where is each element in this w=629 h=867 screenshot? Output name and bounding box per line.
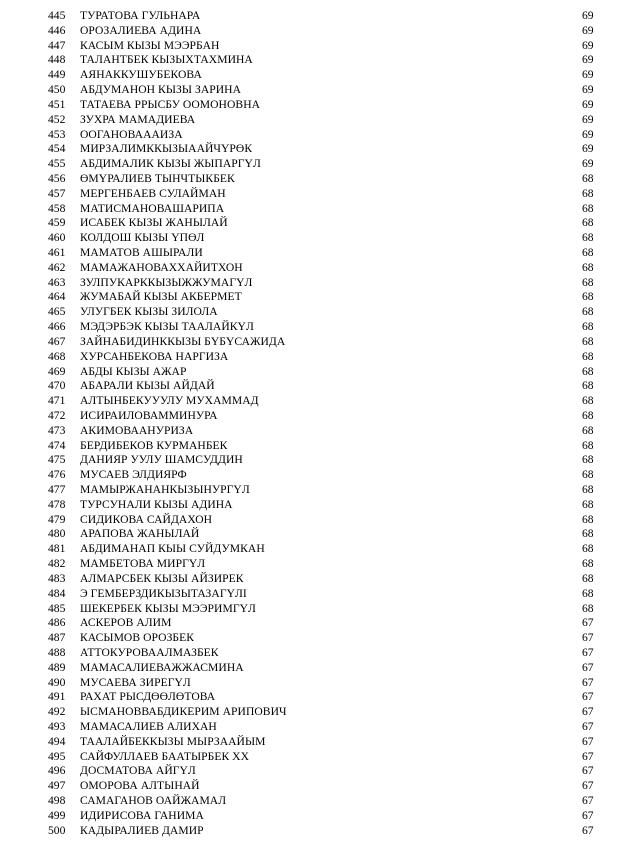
full-name: МАМАСАЛИЕВАЖЖАСМИНА (80, 660, 244, 674)
full-name: ЗУЛПУКАРККЫЗЫЖЖУМАГҮЛ (80, 275, 253, 289)
list-item (0, 365, 629, 380)
list-item (0, 128, 629, 143)
score: 69 (582, 127, 594, 141)
list-item (0, 409, 629, 424)
list-item (0, 290, 629, 305)
row-number: 449 (48, 68, 66, 82)
score: 68 (582, 260, 594, 274)
full-name: АЛТЫНБЕКУУУЛУ МУХАММАД (80, 394, 259, 408)
row-number: 473 (48, 423, 66, 437)
score: 69 (582, 112, 594, 126)
list-item (0, 809, 629, 824)
row-number: 448 (48, 53, 66, 67)
row-number: 447 (48, 38, 66, 52)
row-number: 465 (48, 305, 66, 319)
score: 68 (582, 394, 594, 408)
score: 67 (582, 690, 594, 704)
row-number: 455 (48, 157, 66, 171)
score: 68 (582, 201, 594, 215)
full-name: ӨМҮРАЛИЕВ ТЫНЧТЫКБЕК (80, 171, 235, 185)
score: 68 (582, 408, 594, 422)
full-name: МАТИСМАНОВАШАРИПА (80, 201, 225, 215)
score: 68 (582, 601, 594, 615)
full-name: ООГАНОВАААИЗА (80, 127, 183, 141)
full-name: АЛМАРСБЕК КЫЗЫ АЙЗИРЕК (80, 571, 244, 585)
list-item (0, 98, 629, 113)
score: 69 (582, 68, 594, 82)
list-item (0, 483, 629, 498)
row-number: 462 (48, 260, 66, 274)
score: 68 (582, 186, 594, 200)
row-number: 452 (48, 112, 66, 126)
row-number: 496 (48, 764, 66, 778)
row-number: 495 (48, 749, 66, 763)
row-number: 470 (48, 379, 66, 393)
list-item (0, 602, 629, 617)
list-item (0, 68, 629, 83)
ranking-list (0, 9, 629, 839)
score: 67 (582, 675, 594, 689)
row-number: 453 (48, 127, 66, 141)
list-item (0, 305, 629, 320)
score: 68 (582, 586, 594, 600)
score: 69 (582, 23, 594, 37)
row-number: 482 (48, 557, 66, 571)
score: 67 (582, 749, 594, 763)
full-name: ТУРСУНАЛИ КЫЗЫ АДИНА (80, 497, 233, 511)
score: 68 (582, 216, 594, 230)
row-number: 466 (48, 320, 66, 334)
list-item (0, 557, 629, 572)
row-number: 476 (48, 468, 66, 482)
row-number: 450 (48, 83, 66, 97)
row-number: 486 (48, 616, 66, 630)
list-item (0, 261, 629, 276)
list-item (0, 142, 629, 157)
full-name: АБДЫ КЫЗЫ АЖАР (80, 364, 187, 378)
list-item (0, 350, 629, 365)
full-name: АБДИМАЛИК КЫЗЫ ЖЫПАРГҮЛ (80, 157, 261, 171)
score: 68 (582, 231, 594, 245)
score: 67 (582, 705, 594, 719)
list-item (0, 631, 629, 646)
row-number: 469 (48, 364, 66, 378)
full-name: УЛУГБЕК КЫЗЫ ЗИЛОЛА (80, 305, 218, 319)
score: 68 (582, 453, 594, 467)
list-item (0, 439, 629, 454)
full-name: МУСАЕВ ЭЛДИЯРФ (80, 468, 187, 482)
full-name: АБДИМАНАП КЫЫ СУЙДУМКАН (80, 542, 265, 556)
list-item (0, 394, 629, 409)
list-item (0, 705, 629, 720)
row-number: 490 (48, 675, 66, 689)
full-name: ОМОРОВА АЛТЫНАЙ (80, 779, 200, 793)
row-number: 454 (48, 142, 66, 156)
score: 68 (582, 349, 594, 363)
row-number: 500 (48, 823, 66, 837)
full-name: МАМЫРЖАНАНКЫЗЫНУРГҮЛ (80, 483, 250, 496)
score: 68 (582, 246, 594, 259)
score: 69 (582, 157, 594, 171)
full-name: ИСИРАИЛОВАММИНУРА (80, 408, 218, 422)
row-number: 471 (48, 394, 66, 408)
row-number: 494 (48, 734, 66, 748)
full-name: АСКЕРОВ АЛИМ (80, 616, 172, 630)
list-item (0, 661, 629, 676)
score: 68 (582, 275, 594, 289)
row-number: 491 (48, 690, 66, 704)
row-number: 488 (48, 645, 66, 659)
list-item (0, 216, 629, 231)
list-item (0, 690, 629, 705)
row-number: 492 (48, 705, 66, 719)
row-number: 489 (48, 660, 66, 674)
row-number: 459 (48, 216, 66, 230)
full-name: ТАЛАНТБЕК КЫЗЫХТАХМИНА (80, 53, 253, 67)
list-item (0, 824, 629, 839)
row-number: 467 (48, 334, 66, 348)
list-item (0, 542, 629, 557)
row-number: 479 (48, 512, 66, 526)
score: 67 (582, 764, 594, 778)
full-name: АКИМОВААНУРИЗА (80, 423, 194, 437)
row-number: 487 (48, 631, 66, 645)
list-item (0, 453, 629, 468)
list-item (0, 616, 629, 631)
score: 68 (582, 512, 594, 526)
list-item (0, 764, 629, 779)
list-item (0, 527, 629, 542)
full-name: КАДЫРАЛИЕВ ДАМИР (80, 823, 204, 837)
list-item (0, 231, 629, 246)
list-item (0, 9, 629, 24)
score: 67 (582, 645, 594, 659)
row-number: 474 (48, 438, 66, 452)
row-number: 485 (48, 601, 66, 615)
row-number: 456 (48, 171, 66, 185)
list-item (0, 53, 629, 68)
row-number: 497 (48, 779, 66, 793)
score: 67 (582, 660, 594, 674)
full-name: ЗУХРА МАМАДИЕВА (80, 112, 196, 126)
list-item (0, 276, 629, 291)
full-name: ИСАБЕК КЫЗЫ ЖАНЫЛАЙ (80, 216, 228, 230)
score: 67 (582, 720, 594, 733)
score: 68 (582, 571, 594, 585)
list-item (0, 750, 629, 765)
score: 68 (582, 320, 594, 334)
score: 68 (582, 334, 594, 348)
row-number: 463 (48, 275, 66, 289)
full-name: ХУРСАНБЕКОВА НАРГИЗА (80, 349, 229, 363)
score: 68 (582, 305, 594, 319)
row-number: 481 (48, 542, 66, 556)
full-name: АРАПОВА ЖАНЫЛАЙ (80, 527, 200, 541)
row-number: 477 (48, 483, 66, 496)
row-number: 457 (48, 186, 66, 200)
full-name: АЯНАККУШУБЕКОВА (80, 68, 202, 82)
row-number: 468 (48, 349, 66, 363)
full-name: Э ГЕМБЕРЗДИКЫЗЫТАЗАГҮЛІ (80, 586, 247, 600)
list-item (0, 202, 629, 217)
score: 68 (582, 423, 594, 437)
score: 67 (582, 631, 594, 645)
full-name: МЕРГЕНБАЕВ СУЛАЙМАН (80, 186, 226, 200)
row-number: 472 (48, 408, 66, 422)
row-number: 480 (48, 527, 66, 541)
full-name: ДАНИЯР УУЛУ ШАМСУДДИН (80, 453, 243, 467)
list-item (0, 498, 629, 513)
list-item (0, 513, 629, 528)
full-name: ЫСМАНОВВАБДИКЕРИМ АРИПОВИЧ (80, 705, 287, 719)
list-item (0, 39, 629, 54)
list-item (0, 24, 629, 39)
full-name: МАМБЕТОВА МИРГҮЛ (80, 557, 206, 571)
row-number: 475 (48, 453, 66, 467)
full-name: ШЕКЕРБЕК КЫЗЫ МЭЭРИМГҮЛ (80, 601, 256, 615)
full-name: РАХАТ РЫСДӨӨЛӨТОВА (80, 690, 216, 704)
score: 68 (582, 438, 594, 452)
score: 68 (582, 364, 594, 378)
row-number: 451 (48, 97, 66, 111)
full-name: МАМАТОВ АШЫРАЛИ (80, 246, 203, 259)
row-number: 498 (48, 794, 66, 808)
score: 69 (582, 53, 594, 67)
full-name: МУСАЕВА ЗИРЕГҮЛ (80, 675, 191, 689)
list-item (0, 113, 629, 128)
full-name: АБАРАЛИ КЫЗЫ АЙДАЙ (80, 379, 215, 393)
score: 69 (582, 38, 594, 52)
score: 67 (582, 808, 594, 822)
score: 67 (582, 616, 594, 630)
score: 69 (582, 97, 594, 111)
full-name: ДОСМАТОВА АЙГҮЛ (80, 764, 196, 778)
full-name: ЖУМАБАЙ КЫЗЫ АКБЕРМЕТ (80, 290, 242, 304)
list-item (0, 320, 629, 335)
row-number: 483 (48, 571, 66, 585)
score: 68 (582, 171, 594, 185)
list-item (0, 646, 629, 661)
score: 68 (582, 379, 594, 393)
full-name: ТААЛАЙБЕККЫЗЫ МЫРЗААЙЫМ (80, 734, 266, 748)
list-item (0, 735, 629, 750)
full-name: СИДИКОВА САЙДАХОН (80, 512, 213, 526)
full-name: АБДУМАНОН КЫЗЫ ЗАРИНА (80, 83, 242, 97)
row-number: 446 (48, 23, 66, 37)
full-name: КАСЫМОВ ОРОЗБЕК (80, 631, 195, 645)
list-item (0, 187, 629, 202)
full-name: ИДИРИСОВА ГАНИМА (80, 808, 204, 822)
list-item (0, 779, 629, 794)
row-number: 484 (48, 586, 66, 600)
full-name: КАСЫМ КЫЗЫ МЭЭРБАН (80, 38, 220, 52)
score: 68 (582, 483, 594, 496)
list-item (0, 379, 629, 394)
score: 67 (582, 734, 594, 748)
list-item (0, 587, 629, 602)
row-number: 460 (48, 231, 66, 245)
row-number: 478 (48, 497, 66, 511)
score: 68 (582, 542, 594, 556)
score: 69 (582, 83, 594, 97)
full-name: САЙФУЛЛАЕВ БААТЫРБЕК ХХ (80, 749, 250, 763)
score: 67 (582, 823, 594, 837)
list-item (0, 572, 629, 587)
list-item (0, 335, 629, 350)
row-number: 458 (48, 201, 66, 215)
full-name: БЕРДИБЕКОВ КУРМАНБЕК (80, 438, 228, 452)
full-name: МЭДЭРБЭК КЫЗЫ ТААЛАЙКҮЛ (80, 320, 254, 334)
full-name: МИРЗАЛИМККЫЗЫААЙЧҮРӨК (80, 142, 253, 156)
full-name: ЗАЙНАБИДИНККЫЗЫ БҮБҮСАЖИДА (80, 334, 286, 348)
score: 67 (582, 779, 594, 793)
full-name: САМАГАНОВ ОАЙЖАМАЛ (80, 794, 227, 808)
score: 68 (582, 497, 594, 511)
list-item (0, 172, 629, 187)
score: 68 (582, 527, 594, 541)
row-number: 499 (48, 808, 66, 822)
score: 67 (582, 794, 594, 808)
row-number: 464 (48, 290, 66, 304)
row-number: 493 (48, 720, 66, 733)
row-number: 461 (48, 246, 66, 259)
list-item (0, 720, 629, 735)
list-item (0, 246, 629, 261)
list-item (0, 676, 629, 691)
full-name: ОРОЗАЛИЕВА АДИНА (80, 23, 202, 37)
score: 68 (582, 468, 594, 482)
full-name: МАМАСАЛИЕВ АЛИХАН (80, 720, 217, 733)
list-item (0, 424, 629, 439)
full-name: КОЛДОШ КЫЗЫ ҮПӨЛ (80, 231, 205, 245)
full-name: МАМАЖАНОВАХХАЙИТХОН (80, 260, 243, 274)
full-name: ТАТАЕВА РРЫСБУ ООМОНОВНА (80, 97, 261, 111)
list-item (0, 83, 629, 98)
score: 69 (582, 142, 594, 156)
score: 68 (582, 557, 594, 571)
full-name: АТТОКУРОВААЛМАЗБЕК (80, 645, 219, 659)
score: 69 (582, 9, 594, 22)
row-number: 445 (48, 9, 66, 22)
list-item (0, 468, 629, 483)
score: 68 (582, 290, 594, 304)
list-item (0, 157, 629, 172)
full-name: ТУРАТОВА ГУЛЬНАРА (80, 9, 201, 22)
list-item (0, 794, 629, 809)
